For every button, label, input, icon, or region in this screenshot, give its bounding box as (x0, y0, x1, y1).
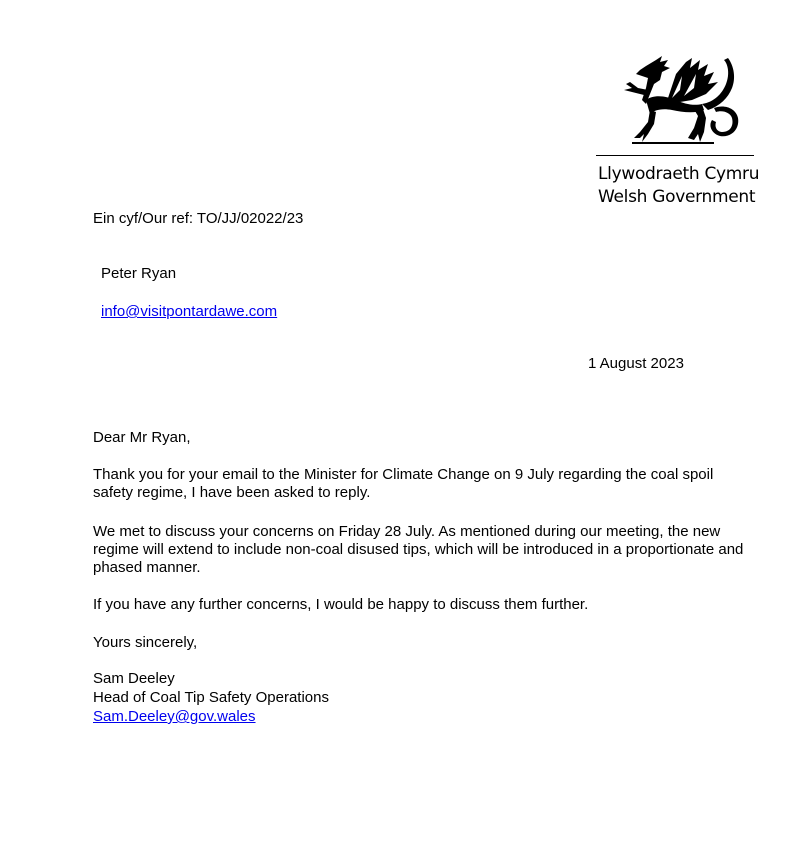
body-paragraph-2: We met to discuss your concerns on Friday 28 July. As mentioned during our meeting, the new regime will extend to include non-coal disused tips, which will be introduced in a proportionate and phased manner. (93, 523, 744, 576)
salutation: Dear Mr Ryan, (93, 429, 191, 446)
gov-name-english: Welsh Government (598, 187, 756, 207)
signature-email-link[interactable]: Sam.Deeley@gov.wales (93, 708, 256, 725)
signature-title: Head of Coal Tip Safety Operations (93, 689, 329, 706)
body-paragraph-1: Thank you for your email to the Minister for Climate Change on 9 July regarding the coal spoil safety regime, I have been asked to reply. (93, 466, 714, 501)
recipient-name: Peter Ryan (101, 265, 177, 282)
welsh-dragon-icon (610, 54, 744, 152)
closing: Yours sincerely, (93, 634, 198, 651)
reference-line: Ein cyf/Our ref: TO/JJ/02022/23 (93, 210, 304, 227)
logo-divider (596, 155, 754, 156)
signature-name: Sam Deeley (93, 670, 175, 687)
body-paragraph-3: If you have any further concerns, I would be happy to discuss them further. (93, 596, 589, 613)
gov-name-welsh: Llywodraeth Cymru (598, 164, 760, 184)
recipient-email-link[interactable]: info@visitpontardawe.com (101, 303, 278, 320)
letter-date: 1 August 2023 (588, 355, 684, 372)
